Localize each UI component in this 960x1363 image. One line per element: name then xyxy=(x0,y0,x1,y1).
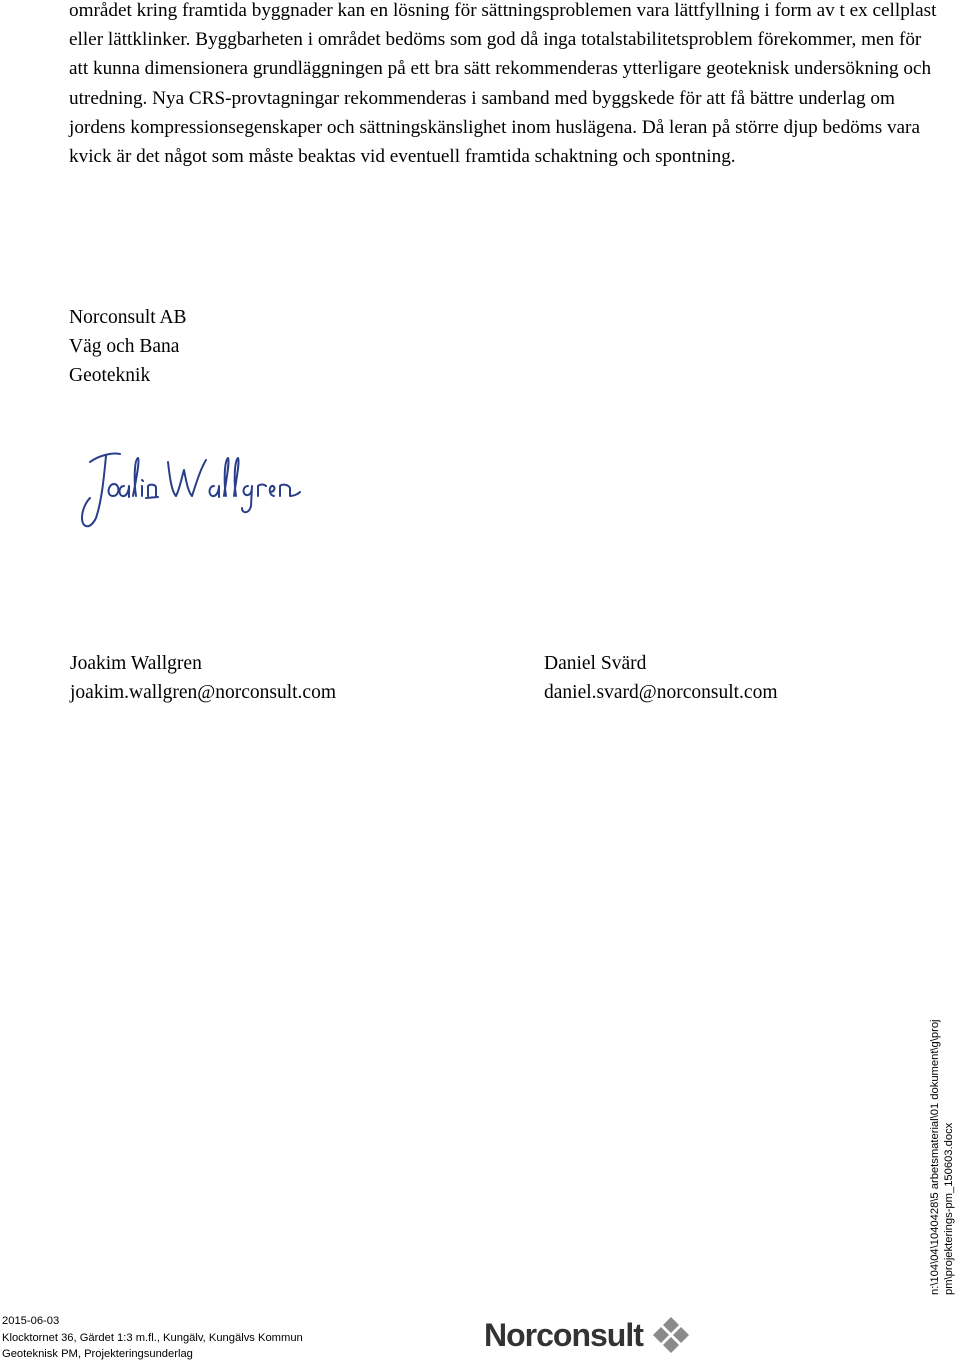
norconsult-logo xyxy=(484,1314,693,1356)
company-name: Norconsult AB xyxy=(69,307,187,328)
organization-block xyxy=(69,303,187,391)
body-paragraph: området kring framtida byggnader kan en lösning för sättningsproblemen vara lättfyllning i form av t ex cellplast eller lättklinker. Byggbarheten i området bedöms som god då inga totalstabilitetsproblem förekommer, men för att kunna dimensionera grundläggningen på ett bra sätt rekommenderas ytterligare geoteknisk undersökning och utredning. Nya CRS-provtagningar rekommenderas i samband med byggskede för att få bättre underlag om jordens kompressionsegenskaper och sättningskänslighet inom huslägena. Då leran på större djup bedöms vara kvick är det något som måste beaktas vid eventuell framtida schaktning och spontning. xyxy=(69,0,937,168)
page-footer xyxy=(2,1313,303,1363)
signatory-email: joakim.wallgren@norconsult.com xyxy=(70,682,336,704)
signatory-joakim xyxy=(70,649,336,707)
file-path-vertical xyxy=(928,1005,956,1295)
footer-project: Klocktornet 36, Gärdet 1:3 m.fl., Kungälv, Kungälvs Kommun xyxy=(2,1331,303,1344)
signatory-name: Joakim Wallgren xyxy=(70,653,202,674)
file-path-line-2: pm\projekterings-pm_150603.docx xyxy=(943,1122,955,1295)
footer-doc-type: Geoteknisk PM, Projekteringsunderlag xyxy=(2,1348,193,1360)
signatory-daniel xyxy=(544,649,778,707)
division-name: Väg och Bana xyxy=(69,336,180,358)
file-path-line-1: n:\104\04\1040428\5 arbetsmaterial\01 dokument\g\proj xyxy=(929,1019,941,1295)
department-name: Geoteknik xyxy=(69,365,151,387)
signatory-name: Daniel Svärd xyxy=(544,653,647,674)
norconsult-diamond-icon xyxy=(649,1315,693,1355)
signatory-email: daniel.svard@norconsult.com xyxy=(544,682,778,704)
logo-text: Norconsult xyxy=(484,1316,643,1353)
handwritten-signature xyxy=(76,440,301,535)
footer-date: 2015-06-03 xyxy=(2,1315,60,1327)
